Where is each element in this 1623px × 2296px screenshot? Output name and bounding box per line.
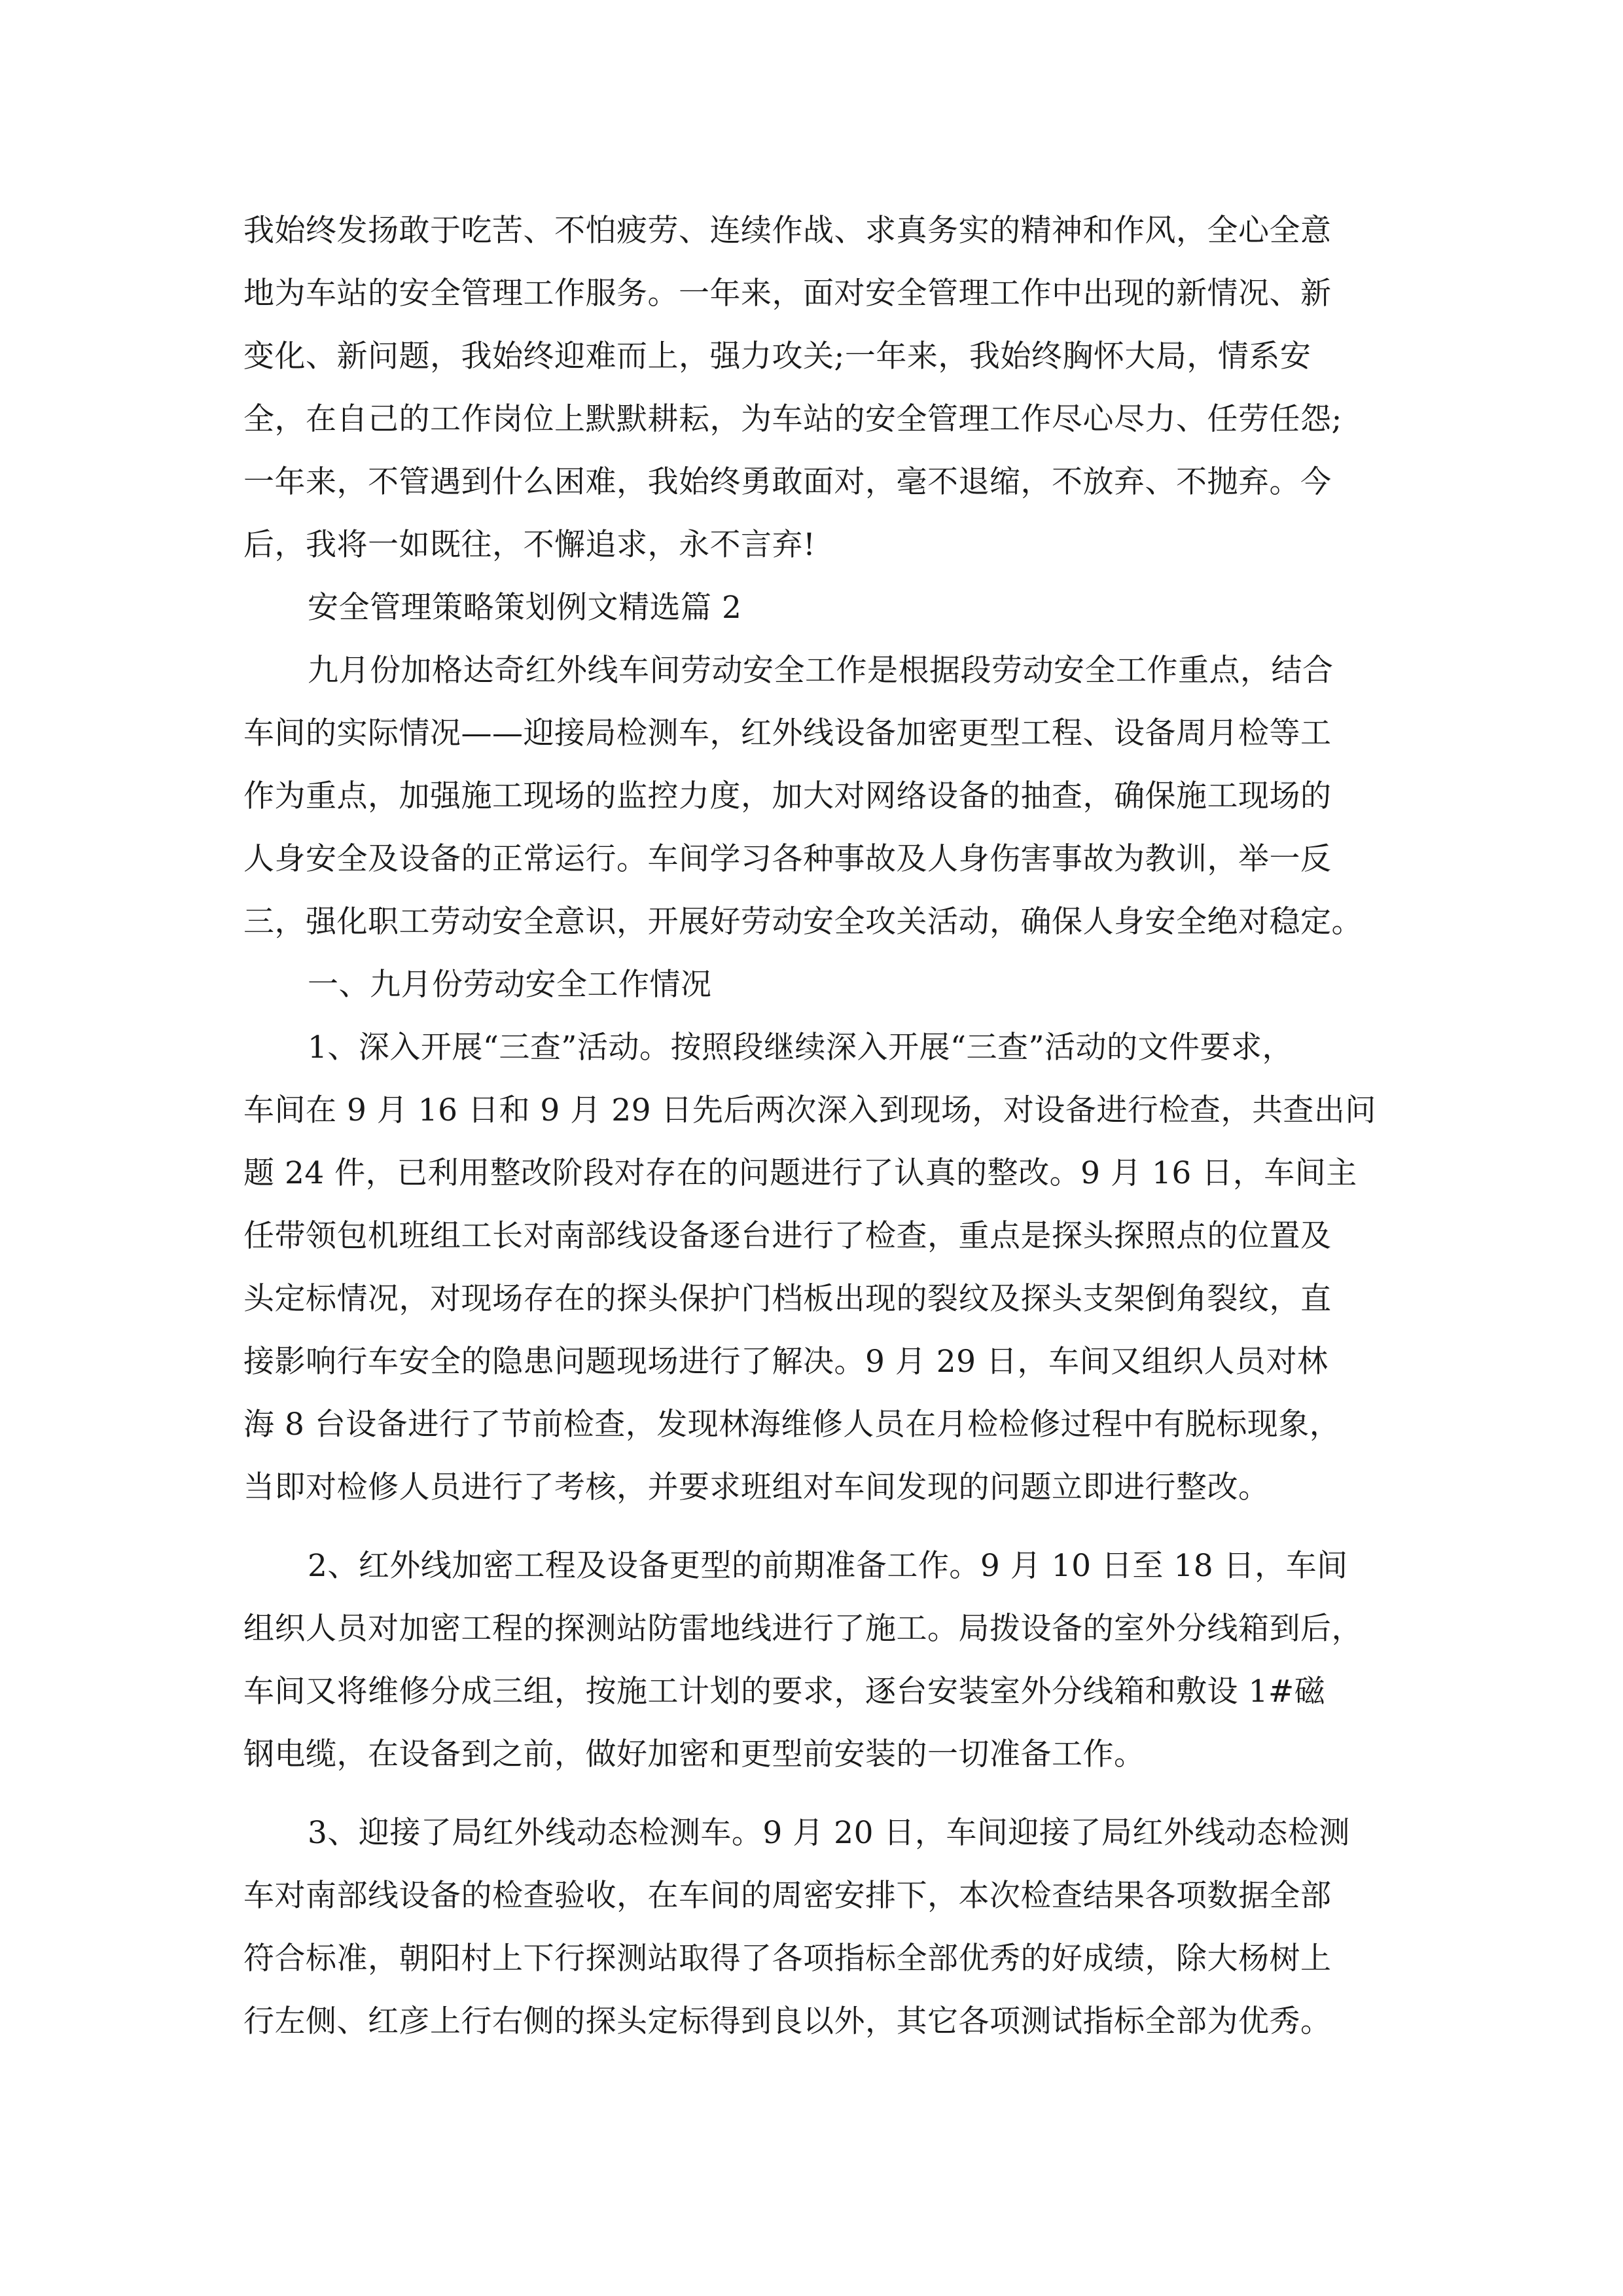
body-text-line: 当即对检修人员进行了考核，并要求班组对车间发现的问题立即进行整改。 xyxy=(243,1469,1270,1505)
body-text-line: 组织人员对加密工程的探测站防雷地线进行了施工。局拨设备的室外分线箱到后， xyxy=(243,1611,1363,1647)
body-text-line: 变化、新问题，我始终迎难而上，强力攻关;一年来，我始终胸怀大局，情系安 xyxy=(243,338,1311,374)
body-text-line: 行左侧、红彦上行右侧的探头定标得到良以外，其它各项测试指标全部为优秀。 xyxy=(243,2003,1332,2039)
body-text-line: 头定标情况，对现场存在的探头保护门档板出现的裂纹及探头支架倒角裂纹，直 xyxy=(243,1281,1332,1317)
section-heading: 安全管理策略策划例文精选篇 2 xyxy=(308,590,742,626)
body-text-line: 地为车站的安全管理工作服务。一年来，面对安全管理工作中出现的新情况、新 xyxy=(243,276,1332,312)
body-text-line: 任带领包机班组工长对南部线设备逐台进行了检查，重点是探头探照点的位置及 xyxy=(243,1218,1332,1254)
body-text-line: 题 24 件，已利用整改阶段对存在的问题进行了认真的整改。9 月 16 日，车间主 xyxy=(243,1155,1357,1191)
body-text-line: 人身安全及设备的正常运行。车间学习各种事故及人身伤害事故为教训，举一反 xyxy=(243,841,1332,877)
body-text-line: 三，强化职工劳动安全意识，开展好劳动安全攻关活动，确保人身安全绝对稳定。 xyxy=(243,904,1363,940)
subsection-heading: 一、九月份劳动安全工作情况 xyxy=(308,967,712,1003)
body-text-line: 1、深入开展“三查”活动。按照段继续深入开展“三查”活动的文件要求， xyxy=(308,1030,1294,1066)
body-text-line: 车间的实际情况——迎接局检测车，红外线设备加密更型工程、设备周月检等工 xyxy=(243,715,1332,751)
body-text-line: 一年来，不管遇到什么困难，我始终勇敢面对，毫不退缩，不放弃、不抛弃。今 xyxy=(243,464,1332,500)
body-text-line: 车间又将维修分成三组，按施工计划的要求，逐台安装室外分线箱和敷设 1#磁 xyxy=(243,1674,1326,1710)
body-text-line: 3、迎接了局红外线动态检测车。9 月 20 日，车间迎接了局红外线动态检测 xyxy=(308,1815,1350,1851)
body-text-line: 九月份加格达奇红外线车间劳动安全工作是根据段劳动安全工作重点，结合 xyxy=(308,653,1334,689)
body-text-line: 作为重点，加强施工现场的监控力度，加大对网络设备的抽查，确保施工现场的 xyxy=(243,778,1332,814)
body-text-line: 钢电缆，在设备到之前，做好加密和更型前安装的一切准备工作。 xyxy=(243,1736,1145,1772)
body-text-line: 符合标准，朝阳村上下行探测站取得了各项指标全部优秀的好成绩，除大杨树上 xyxy=(243,1941,1332,1977)
body-text-line: 车对南部线设备的检查验收，在车间的周密安排下，本次检查结果各项数据全部 xyxy=(243,1878,1332,1914)
body-text-line: 海 8 台设备进行了节前检查，发现林海维修人员在月检检修过程中有脱标现象， xyxy=(243,1407,1341,1443)
body-text-line: 2、红外线加密工程及设备更型的前期准备工作。9 月 10 日至 18 日，车间 xyxy=(308,1548,1348,1584)
body-text-line: 车间在 9 月 16 日和 9 月 29 日先后两次深入到现场，对设备进行检查，共查出问 xyxy=(243,1092,1376,1128)
body-text-line: 我始终发扬敢于吃苦、不怕疲劳、连续作战、求真务实的精神和作风，全心全意 xyxy=(243,213,1332,249)
body-text-line: 接影响行车安全的隐患问题现场进行了解决。9 月 29 日，车间又组织人员对林 xyxy=(243,1344,1329,1380)
body-text-line: 后，我将一如既往，不懈追求，永不言弃! xyxy=(243,527,816,563)
body-text-line: 全，在自己的工作岗位上默默耕耘，为车站的安全管理工作尽心尽力、任劳任怨; xyxy=(243,401,1342,437)
